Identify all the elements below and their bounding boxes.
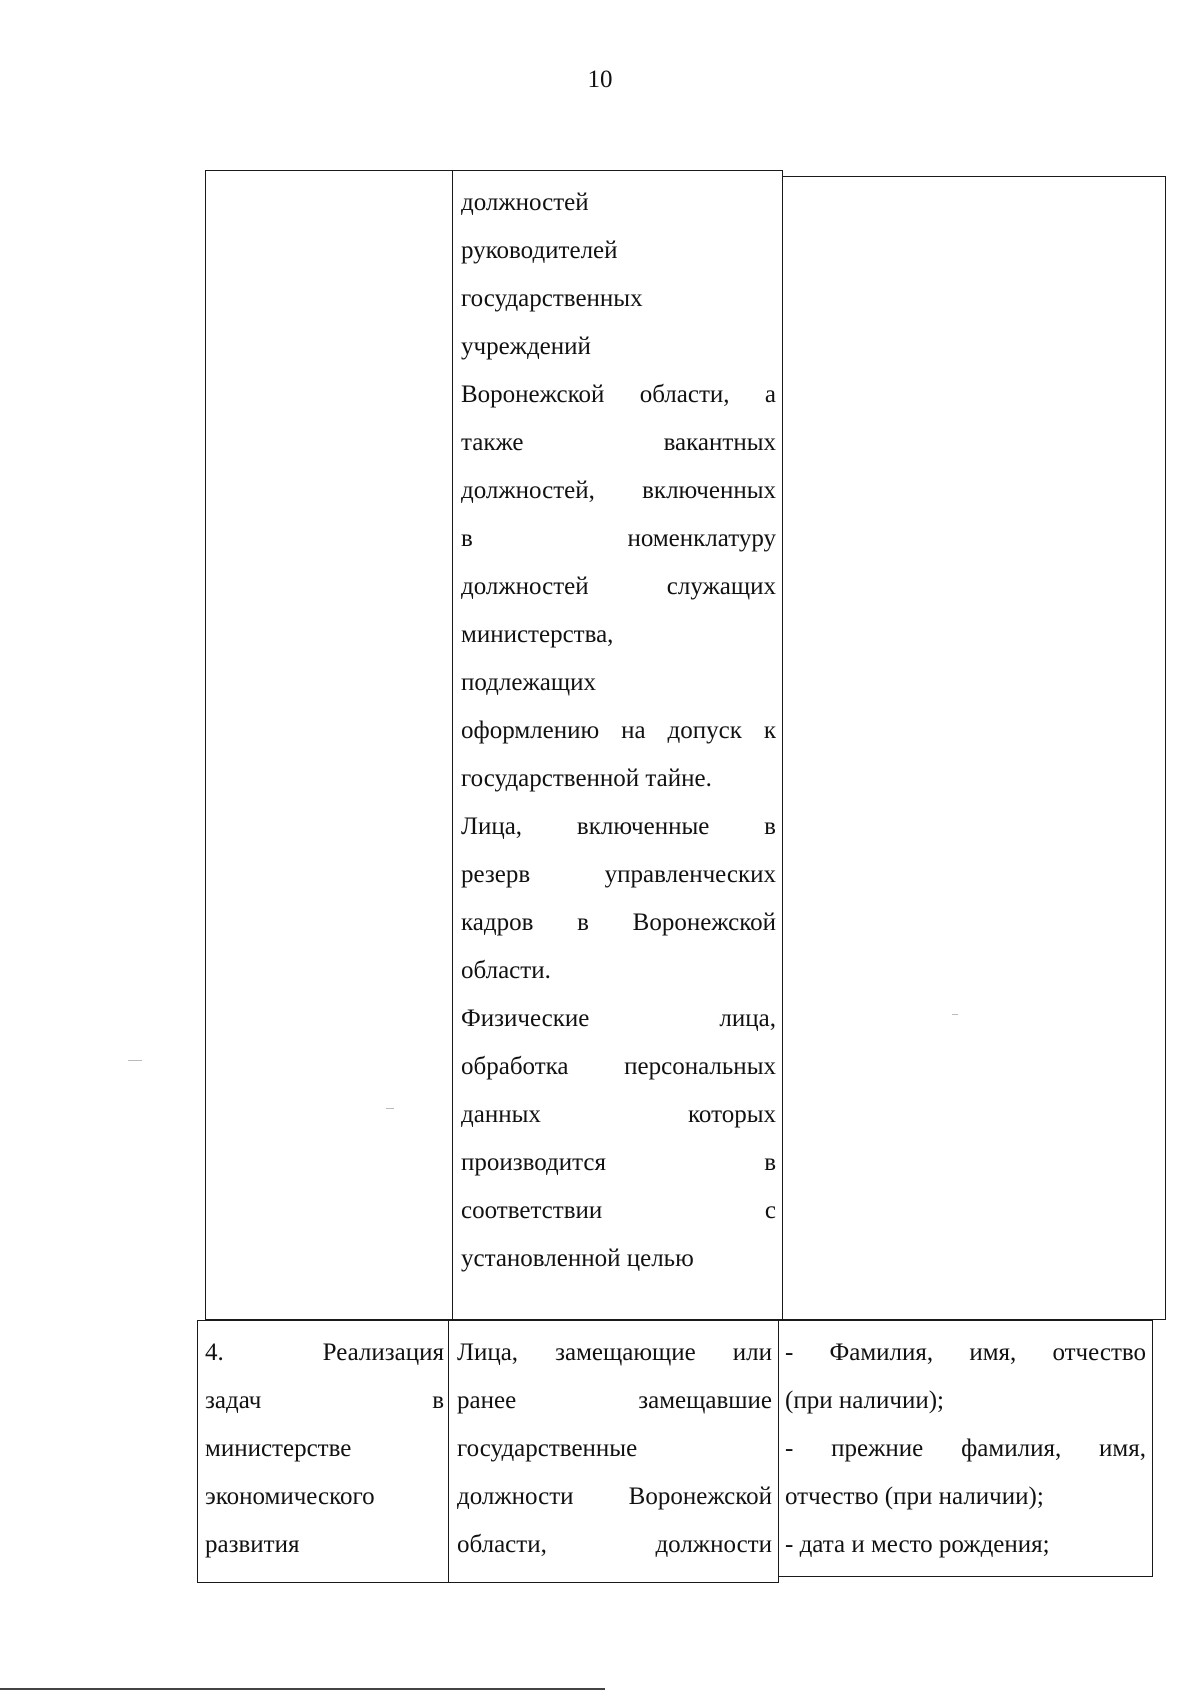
cell-text-line: области, должности — [457, 1531, 772, 1558]
cell-text-line: государственные — [457, 1435, 638, 1462]
cell-text-line: обработка персональных — [461, 1053, 776, 1080]
bottom-rule — [0, 1688, 605, 1690]
cell-text-line: развития — [205, 1531, 300, 1558]
table-row4-col1 — [197, 1320, 449, 1583]
scan-speck — [386, 1108, 394, 1109]
table-row4-col3 — [778, 1320, 1153, 1577]
cell-text-line: экономического — [205, 1483, 375, 1510]
cell-text-line: государственных — [461, 285, 643, 312]
cell-text-line: кадров в Воронежской — [461, 909, 776, 936]
cell-text-line: подлежащих — [461, 669, 596, 696]
cell-text-line: отчество (при наличии); — [785, 1483, 1044, 1510]
cell-text-line: резерв управленческих — [461, 861, 776, 888]
cell-text-line: Воронежской области, а — [461, 381, 776, 408]
cell-text-line: области. — [461, 957, 551, 984]
cell-text-line: Лица, замещающие или — [457, 1339, 772, 1366]
cell-text-line: должностей — [461, 189, 589, 216]
table-top-col1 — [205, 170, 453, 1320]
cell-text-line: также вакантных — [461, 429, 776, 456]
cell-text-line: оформлению на допуск к — [461, 717, 776, 744]
table-row4-col2 — [448, 1320, 779, 1583]
cell-text-line: данных которых — [461, 1101, 776, 1128]
cell-text-line: Физические лица, — [461, 1005, 776, 1032]
row4-col1-lines — [205, 1329, 444, 1569]
scan-speck — [952, 1014, 958, 1015]
page-number: 10 — [587, 66, 613, 93]
cell-text-line: Лица, включенные в — [461, 813, 776, 840]
table-top-col2 — [452, 170, 783, 1320]
cell-text-line: (при наличии); — [785, 1387, 944, 1414]
cell-text-line: - Фамилия, имя, отчество — [785, 1339, 1146, 1366]
top-col2-lines — [461, 179, 776, 1283]
cell-text-line: 4. Реализация — [205, 1339, 444, 1366]
cell-text-line: министерстве — [205, 1435, 352, 1462]
scan-speck — [128, 1060, 142, 1061]
cell-text-line: - прежние фамилия, имя, — [785, 1435, 1146, 1462]
cell-text-line: ранее замещавшие — [457, 1387, 772, 1414]
cell-text-line: министерства, — [461, 621, 614, 648]
cell-text-line: задач в — [205, 1387, 444, 1414]
cell-text-line: руководителей — [461, 237, 618, 264]
cell-text-line: производится в — [461, 1149, 776, 1176]
cell-text-line: установленной целью — [461, 1245, 694, 1272]
cell-text-line: должностей служащих — [461, 573, 776, 600]
cell-text-line: должности Воронежской — [457, 1483, 772, 1510]
cell-text-line: государственной тайне. — [461, 765, 712, 792]
cell-text-line: соответствии с — [461, 1197, 776, 1224]
row4-col3-lines — [785, 1329, 1146, 1569]
cell-text-line: - дата и место рождения; — [785, 1531, 1050, 1558]
cell-text-line: учреждений — [461, 333, 591, 360]
cell-text-line: в номенклатуру — [461, 525, 776, 552]
row4-col2-lines — [457, 1329, 772, 1569]
cell-text-line: должностей, включенных — [461, 477, 776, 504]
table-top-col3 — [782, 176, 1166, 1320]
